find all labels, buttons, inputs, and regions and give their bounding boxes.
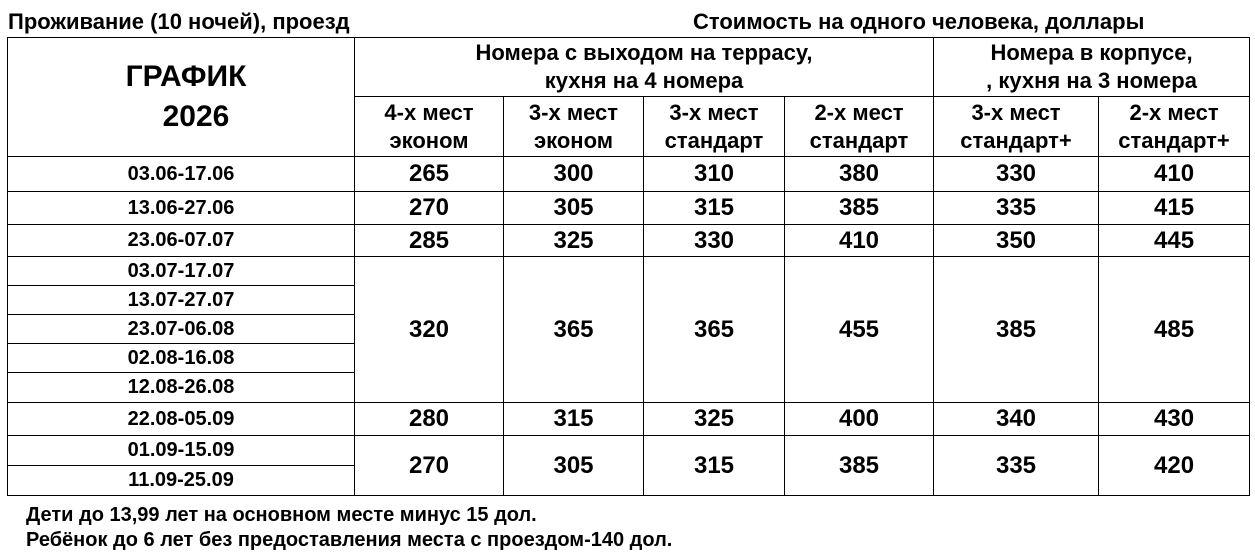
price-cell: 300	[504, 157, 644, 192]
price-cell: 285	[355, 225, 504, 257]
price-cell: 325	[504, 225, 644, 257]
price-cell: 410	[1099, 157, 1250, 192]
date-range: 22.08-05.09	[8, 403, 355, 436]
price-cell: 265	[355, 157, 504, 192]
price-cell: 270	[355, 436, 504, 496]
date-range: 11.09-25.09	[8, 466, 355, 496]
price-cell: 270	[355, 192, 504, 225]
price-table	[7, 37, 1250, 496]
group-terrace-header	[355, 38, 934, 97]
group-terrace-line1: Номера с выходом на террасу,	[475, 40, 813, 65]
room-type-line1: 3-х мест	[669, 99, 759, 125]
price-cell: 400	[785, 403, 934, 436]
price-cell: 320	[355, 257, 504, 403]
room-type-line2: эконом	[533, 127, 614, 153]
price-cell: 430	[1099, 403, 1250, 436]
group-building-line2: , кухня на 3 номера	[986, 68, 1197, 93]
room-type-header	[355, 97, 504, 157]
room-type-line2: стандарт	[664, 127, 764, 153]
price-cell: 380	[785, 157, 934, 192]
price-cell: 340	[934, 403, 1099, 436]
price-cell: 385	[785, 192, 934, 225]
header-left: Проживание (10 ночей), проезд	[8, 9, 350, 34]
price-cell: 280	[355, 403, 504, 436]
date-range: 03.06-17.06	[8, 157, 355, 192]
price-cell: 485	[1099, 257, 1250, 403]
date-range: 13.06-27.06	[8, 192, 355, 225]
room-type-header	[644, 97, 785, 157]
room-type-line2: стандарт+	[1118, 127, 1230, 153]
room-type-line2: стандарт	[809, 127, 909, 153]
date-range: 01.09-15.09	[8, 436, 355, 466]
price-cell: 420	[1099, 436, 1250, 496]
price-cell: 350	[934, 225, 1099, 257]
room-type-header	[1099, 97, 1250, 157]
date-range: 23.06-07.07	[8, 225, 355, 257]
header-right: Стоимость на одного человека, доллары	[693, 9, 1145, 34]
price-cell: 315	[644, 436, 785, 496]
price-cell: 365	[644, 257, 785, 403]
footnote-infant: Ребёнок до 6 лет без предоставления места с проездом-140 дол.	[26, 529, 673, 551]
price-cell: 305	[504, 436, 644, 496]
group-building-line1: Номера в корпусе,	[990, 40, 1193, 65]
price-cell: 385	[934, 257, 1099, 403]
schedule-title	[8, 38, 355, 157]
room-type-line1: 3-х мест	[971, 99, 1061, 125]
room-type-line1: 2-х мест	[1129, 99, 1219, 125]
price-cell: 315	[504, 403, 644, 436]
price-cell: 315	[644, 192, 785, 225]
price-cell: 310	[644, 157, 785, 192]
price-cell: 410	[785, 225, 934, 257]
price-cell: 445	[1099, 225, 1250, 257]
price-cell: 415	[1099, 192, 1250, 225]
price-cell: 335	[934, 192, 1099, 225]
date-range: 02.08-16.08	[8, 344, 355, 373]
room-type-line1: 2-х мест	[814, 99, 904, 125]
room-type-header	[504, 97, 644, 157]
price-cell: 365	[504, 257, 644, 403]
schedule-title-year: 2026	[162, 100, 230, 133]
date-range: 03.07-17.07	[8, 257, 355, 286]
price-cell: 385	[785, 436, 934, 496]
room-type-line1: 3-х мест	[528, 99, 619, 125]
room-type-line2: стандарт+	[960, 127, 1072, 153]
price-cell: 330	[644, 225, 785, 257]
price-cell: 325	[644, 403, 785, 436]
date-range: 12.08-26.08	[8, 373, 355, 403]
room-type-header	[785, 97, 934, 157]
price-cell: 335	[934, 436, 1099, 496]
room-type-header	[934, 97, 1099, 157]
footnote-children: Дети до 13,99 лет на основном месте минус 15 дол.	[26, 504, 537, 526]
group-terrace-line2: кухня на 4 номера	[544, 68, 744, 93]
schedule-title-word: ГРАФИК	[125, 60, 247, 93]
group-building-header	[934, 38, 1250, 97]
price-cell: 330	[934, 157, 1099, 192]
room-type-line2: эконом	[389, 127, 469, 153]
room-type-line1: 4-х мест	[384, 99, 474, 125]
date-range: 23.07-06.08	[8, 315, 355, 344]
price-cell: 455	[785, 257, 934, 403]
date-range: 13.07-27.07	[8, 286, 355, 315]
price-cell: 305	[504, 192, 644, 225]
